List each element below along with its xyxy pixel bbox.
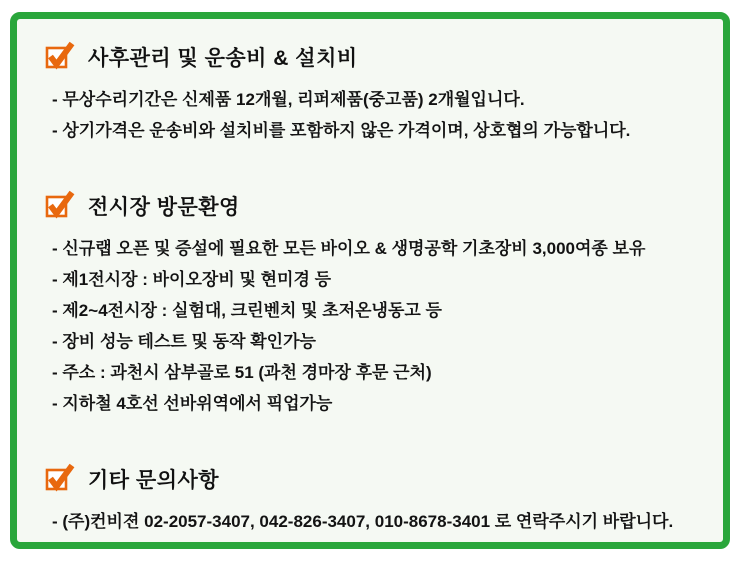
bullet-item: - 상기가격은 운송비와 설치비를 포함하지 않은 가격이며, 상호협의 가능합니다. [52,121,631,140]
section-aftercare-shipping [45,43,709,146]
bullet-list [45,233,709,419]
bullet-item: - 무상수리기간은 신제품 12개월, 리퍼제품(중고품) 2개월입니다. [52,90,525,109]
bullet-item: - 지하철 4호선 선바위역에서 픽업가능 [52,394,333,413]
section-header [45,43,709,71]
section-header [45,465,709,493]
section-title: 전시장 방문환영 [88,196,240,219]
bullet-item-contact: - (주)컨비젼 02-2057-3407, 042-826-3407, 010-8678-3401 로 연락주시기 바랍니다. [52,512,674,531]
section-showroom-visit [45,192,709,419]
bullet-item: - 신규랩 오픈 및 증설에 필요한 모든 바이오 & 생명공학 기초장비 3,000여종 보유 [52,239,646,258]
bullet-item: - 장비 성능 테스트 및 동작 확인가능 [52,332,316,351]
bullet-list [45,506,709,537]
checked-checkbox-icon [45,40,75,70]
section-title: 사후관리 및 운송비 & 설치비 [88,47,358,70]
bullet-item: - 제2~4전시장 : 실험대, 크린벤치 및 초저온냉동고 등 [52,301,442,320]
bullet-item: - 주소 : 과천시 삼부골로 51 (과천 경마장 후문 근처) [52,363,432,382]
checked-checkbox-icon [45,462,75,492]
section-header [45,192,709,220]
notice-card [10,12,730,549]
section-other-inquiries [45,465,709,537]
bullet-item: - 제1전시장 : 바이오장비 및 현미경 등 [52,270,332,289]
checked-checkbox-icon [45,189,75,219]
section-title: 기타 문의사항 [88,469,220,492]
bullet-list [45,84,709,146]
